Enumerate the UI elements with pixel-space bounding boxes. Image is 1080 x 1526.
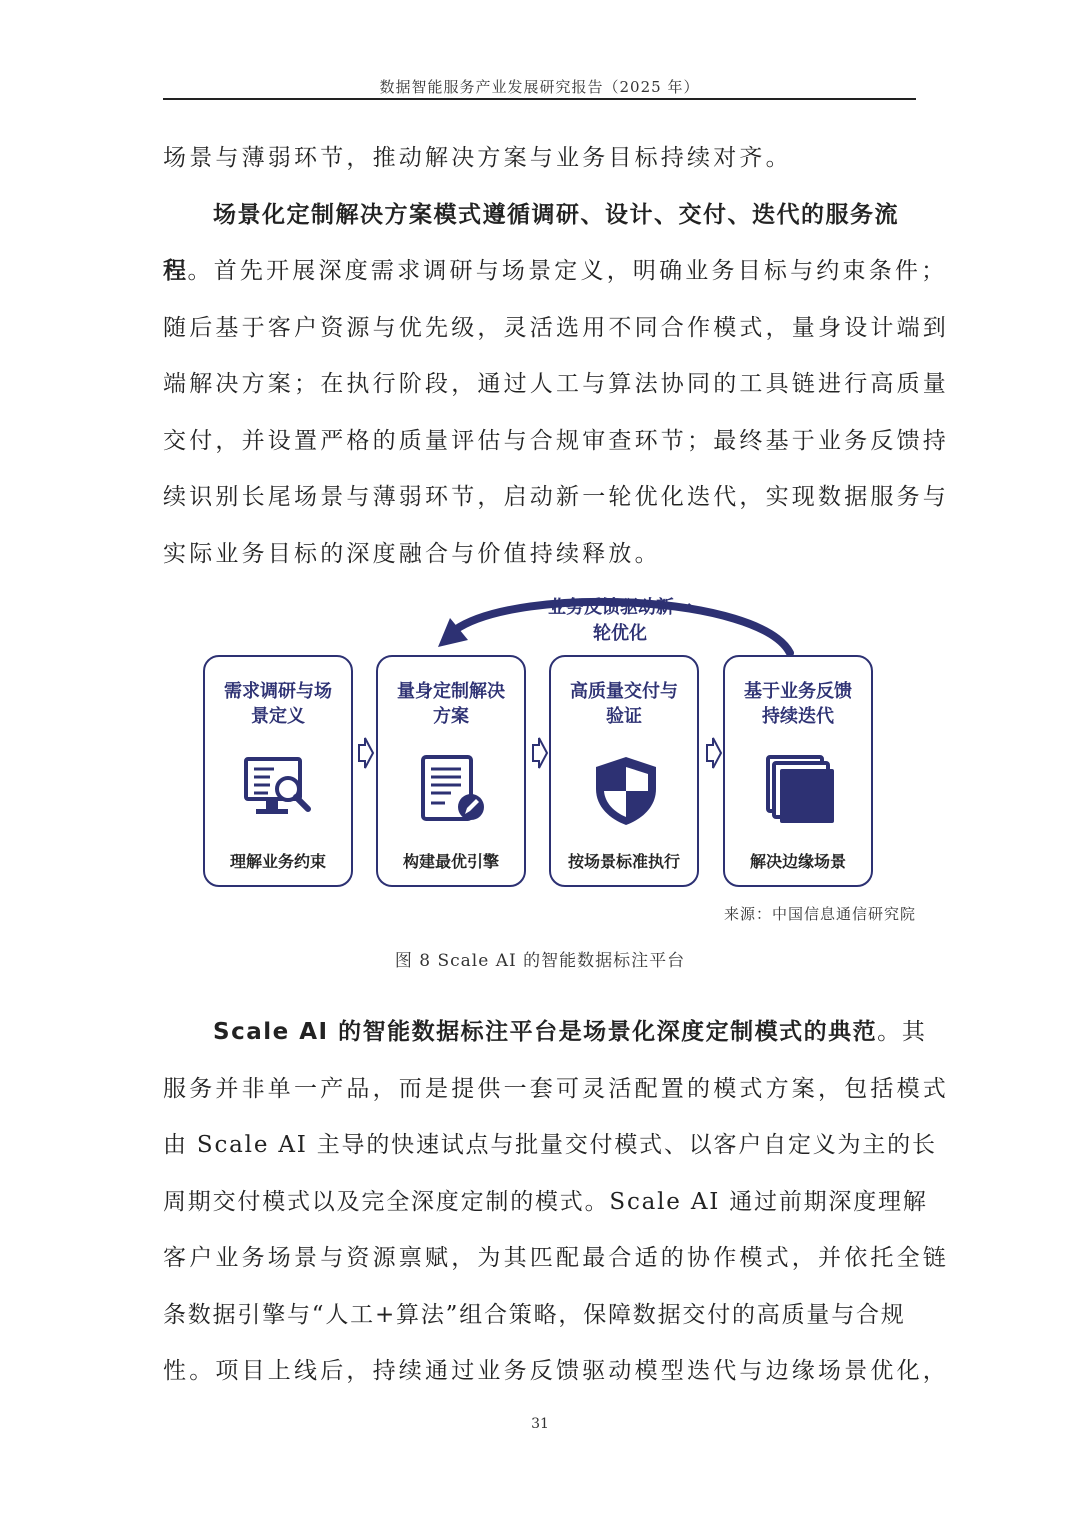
paragraph-line: 条数据引擎与“人工+算法”组合策略，保障数据交付的高质量与合规: [163, 1302, 906, 1328]
bold-lead-text: Scale AI 的智能数据标注平台是场景化深度定制模式的典范: [213, 1019, 878, 1045]
step-arrow-icon: [531, 735, 549, 771]
paragraph-line: 续识别长尾场景与薄弱环节，启动新一轮优化迭代，实现数据服务与: [163, 484, 949, 510]
stage-caption: 构建最优引擎: [402, 852, 499, 871]
shield-icon: [588, 753, 664, 829]
paragraph-text: 。其: [877, 1019, 927, 1045]
paragraph-line: 端解决方案；在执行阶段，通过人工与算法协同的工具链进行高质量: [163, 371, 949, 397]
header-rule: [163, 98, 916, 100]
stage-title-line: 需求调研与场: [224, 681, 332, 702]
stage-title: [725, 679, 871, 729]
loop-label-line: 业务反馈驱动新一: [548, 597, 692, 618]
paragraph-line: 场景与薄弱环节，推动解决方案与业务目标持续对齐。: [163, 145, 792, 171]
page-number: 31: [531, 1416, 549, 1432]
stage-title: [378, 679, 524, 729]
paragraph-line: [163, 256, 948, 286]
paragraph-line: 客户业务场景与资源禀赋，为其匹配最合适的协作模式，并依托全链: [163, 1245, 949, 1271]
bold-lead-text: 程: [163, 258, 188, 284]
stage-caption: 理解业务约束: [229, 852, 326, 871]
paragraph-line: 周期交付模式以及完全深度定制的模式。Scale AI 通过前期深度理解: [163, 1189, 928, 1215]
document-edit-icon: [415, 753, 491, 829]
stage-title-line: 持续迭代: [762, 706, 834, 727]
paragraph-line: 实际业务目标的深度融合与价值持续释放。: [163, 541, 661, 567]
step-arrow-icon: [357, 735, 375, 771]
stage-title-line: 验证: [606, 706, 642, 727]
paragraph-text: 。首先开展深度需求调研与场景定义，明确业务目标与约束条件；: [187, 258, 948, 284]
figure-source: 来源：中国信息通信研究院: [723, 905, 916, 923]
loop-label-line: 轮优化: [593, 623, 647, 644]
stage-title-line: 景定义: [251, 706, 305, 727]
paragraph-lead-line: [163, 200, 916, 230]
monitor-search-icon: [242, 753, 318, 829]
paragraph-line: 由 Scale AI 主导的快速试点与批量交付模式、以客户自定义为主的长: [163, 1132, 937, 1158]
stage-title-line: 方案: [433, 706, 469, 727]
stage-title-line: 基于业务反馈: [744, 681, 852, 702]
process-diagram: [200, 585, 880, 895]
stage-title: [551, 679, 697, 729]
step-arrow-icon: [705, 735, 723, 771]
paragraph-line: 性。项目上线后，持续通过业务反馈驱动模型迭代与边缘场景优化，: [163, 1358, 949, 1384]
stage-title-line: 高质量交付与: [570, 681, 678, 702]
stage-caption: 解决边缘场景: [749, 852, 846, 871]
paragraph-lead-line: [163, 1017, 927, 1047]
stage-iteration: [723, 655, 873, 887]
stage-design: [376, 655, 526, 887]
paragraph-line: 随后基于客户资源与优先级，灵活选用不同合作模式，量身设计端到: [163, 315, 949, 341]
paragraph-line: 交付，并设置严格的质量评估与合规审查环节；最终基于业务反馈持: [163, 428, 949, 454]
figure-caption: 图 8 Scale AI 的智能数据标注平台: [394, 951, 686, 971]
stage-research: [203, 655, 353, 887]
stage-title: [205, 679, 351, 729]
loop-label: [530, 595, 710, 647]
stage-caption: 按场景标准执行: [567, 852, 680, 871]
bold-lead-text: 场景化定制解决方案模式遵循调研、设计、交付、迭代的服务流: [213, 202, 899, 228]
running-header: 数据智能服务产业发展研究报告（2025 年）: [379, 78, 700, 96]
paragraph-line: 服务并非单一产品，而是提供一套可灵活配置的模式方案，包括模式: [163, 1076, 949, 1102]
stage-delivery: [549, 655, 699, 887]
stage-title-line: 量身定制解决: [397, 681, 505, 702]
stacked-layers-icon: [762, 753, 838, 829]
